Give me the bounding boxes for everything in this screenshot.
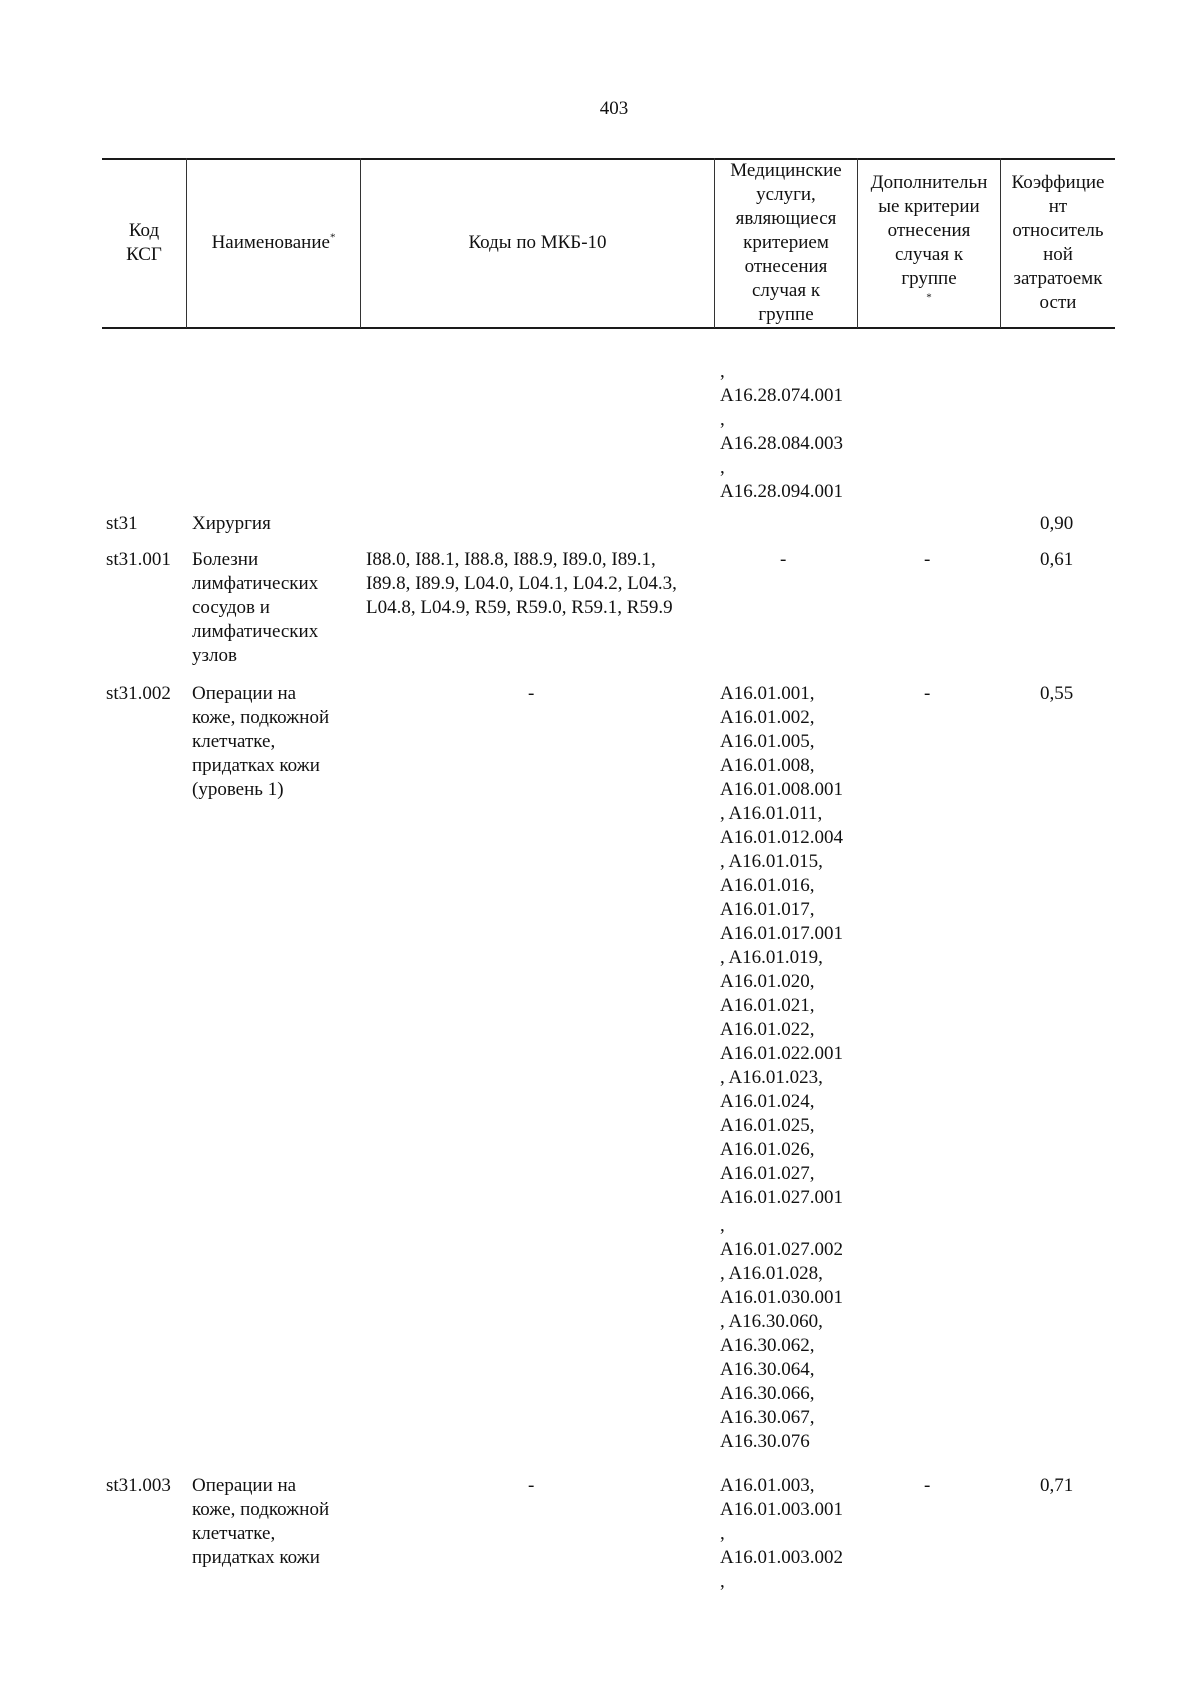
row-services: A16.01.001, A16.01.002, A16.01.005, A16.01.008, A16.01.008.001 , A16.01.011, A16.01.012.004 , A16.01.015, A16.01.016, A16.01.017, A16.01.017.001 , A16.01.019, A16.01.020, A16.01.021, A16.01.022, A16.01.022.001 , A16.01.023, A16.01.024, A16.01.025, A16.01.026, A16.01.027, A16.01.027.001 [720, 683, 843, 1208]
row-mkb-codes: - [528, 1475, 535, 1496]
section-code: st31 [106, 513, 138, 534]
section-name: Хирургия [192, 513, 271, 534]
row-services: A16.01.003, A16.01.003.001 , A16.01.003.002 , [720, 1475, 843, 1592]
row-services: - [780, 549, 787, 570]
row-mkb-codes: I88.0, I88.1, I88.8, I88.9, I89.0, I89.1, I89.8, I89.9, L04.0, L04.1, L04.2, L04.3, L04.8, L04.9, R59, R59.0, R59.1, R59.9 [366, 549, 677, 618]
row-code: st31.002 [106, 683, 171, 704]
row-coefficient: 0,55 [1040, 683, 1074, 704]
row-mkb-codes: - [528, 683, 535, 704]
row-name: Операции на коже, подкожной клетчатке, придатках кожи (уровень 1) [192, 683, 330, 800]
header-services: Медицинские услуги, являющиеся критерием отнесения случая к группе [730, 160, 842, 325]
header-name: Наименование* [211, 231, 336, 253]
row-additional-criteria: - [924, 1475, 931, 1496]
row-name: Операции на коже, подкожной клетчатке, придатках кожи [192, 1475, 330, 1568]
row-code: st31.001 [106, 549, 171, 570]
continuation-services: , A16.28.074.001 , A16.28.084.003 , A16.28.094.001 [720, 361, 843, 502]
row-coefficient: 0,61 [1040, 549, 1074, 570]
row-additional-criteria: - [924, 683, 931, 704]
section-coefficient: 0,90 [1040, 513, 1074, 534]
row-name: Болезни лимфатических сосудов и лимфатических узлов [192, 549, 319, 666]
page-number: 403 [599, 98, 629, 119]
row-services-continued: , A16.01.027.002 , A16.01.028, A16.01.030.001 , A16.30.060, A16.30.062, A16.30.064, A16.30.066, A16.30.067, A16.30.076 [720, 1215, 843, 1452]
row-coefficient: 0,71 [1040, 1475, 1074, 1496]
header-coefficient: Коэффицие нт относитель ной затратоемк ости [1011, 172, 1105, 313]
row-additional-criteria: - [924, 549, 931, 570]
header-additional-criteria: Дополнительн ые критерии отнесения случая к группе * [870, 172, 988, 304]
header-mkb: Коды по МКБ-10 [468, 232, 607, 253]
row-code: st31.003 [106, 1475, 171, 1496]
header-code: Код КСГ [126, 220, 162, 265]
